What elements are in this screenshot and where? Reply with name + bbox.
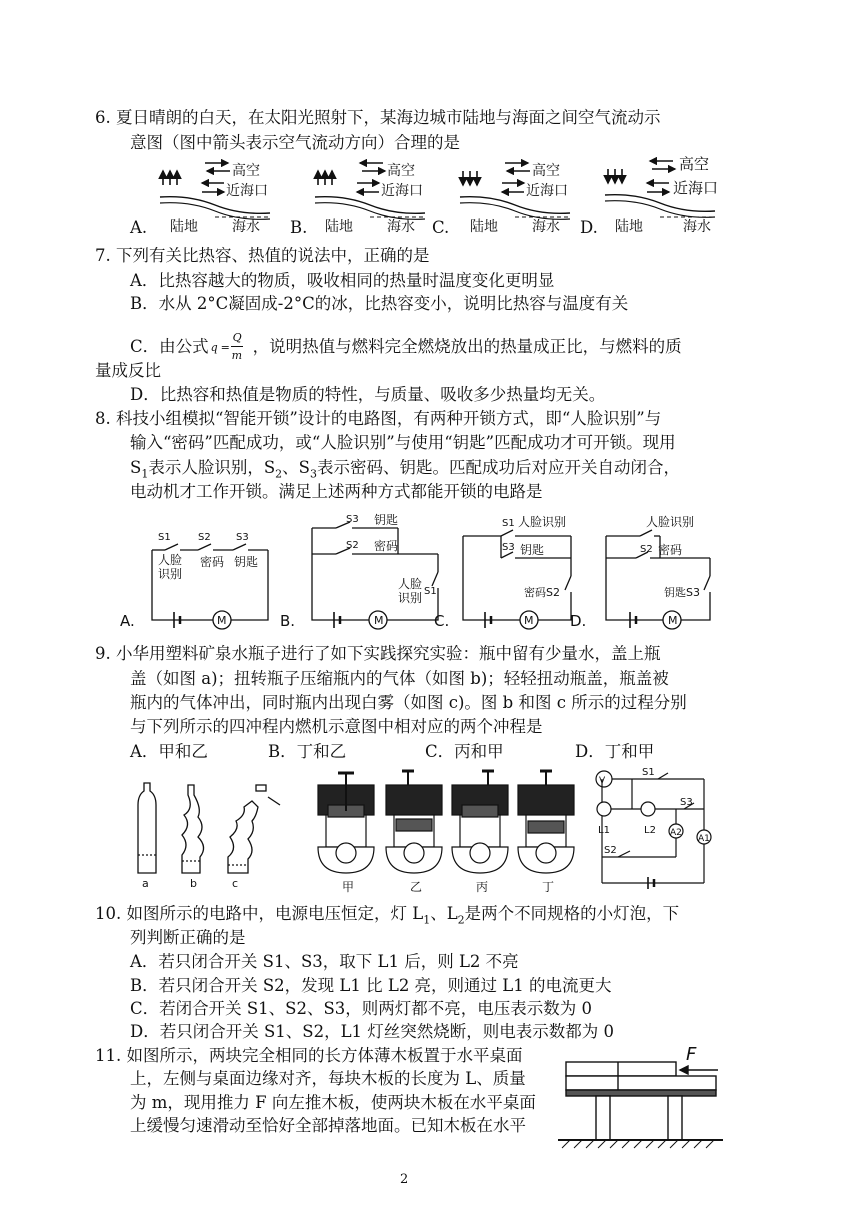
svg-text:乙: 乙 [410, 880, 423, 894]
q6-option-a: A. [130, 218, 148, 237]
svg-text:陆地: 陆地 [615, 219, 643, 235]
q8-circuit-figures [118, 508, 728, 630]
q11-line1: 11. 如图所示，两块完全相同的长方体薄木板置于水平桌面 [95, 1046, 523, 1065]
q9-option-b: B．丁和乙 [268, 742, 347, 761]
q6-figure-a [160, 162, 270, 235]
svg-text:S1: S1 [158, 532, 171, 543]
svg-text:M: M [524, 614, 534, 627]
q9-bottles [138, 783, 280, 873]
q10-line2: 列判断正确的是 [130, 928, 246, 947]
q6-figure-d [605, 155, 718, 235]
svg-text:密码S2: 密码S2 [524, 586, 560, 599]
svg-text:S2: S2 [198, 532, 211, 543]
q11-line2: 上，左侧与桌面边缘对齐，每块木板的长度为 L、质量 [130, 1069, 526, 1088]
svg-text:人脸识别: 人脸识别 [518, 515, 567, 529]
q7-option-c-cont: 量成反比 [95, 361, 161, 380]
svg-text:C.: C. [434, 612, 450, 630]
svg-text:海水: 海水 [683, 219, 711, 235]
q9-option-c: C．丙和甲 [425, 742, 504, 761]
svg-text:D.: D. [570, 612, 587, 630]
svg-text:c: c [232, 877, 239, 890]
q10-option-b: B．若只闭合开关 S2，发现 L1 比 L2 亮，则通过 L1 的电流更大 [130, 976, 612, 995]
q7-formula: q = Q m [210, 330, 243, 362]
svg-text:钥匙: 钥匙 [234, 555, 259, 569]
svg-text:S3: S3 [680, 797, 693, 808]
q7-stem: 7. 下列有关比热容、热值的说法中，正确的是 [95, 246, 430, 265]
q8-line2: 输入“密码”匹配成功，或“人脸识别”与使用“钥匙”匹配成功才可开锁。现用 [130, 433, 676, 452]
q10-option-a: A．若只闭合开关 S1、S3，取下 L1 后，则 L2 不亮 [130, 952, 519, 971]
svg-text:S3: S3 [502, 542, 515, 553]
svg-text:人脸: 人脸 [398, 577, 423, 591]
svg-text:S1: S1 [424, 586, 437, 597]
svg-text:高空: 高空 [387, 163, 415, 179]
q6-figure-c [460, 162, 570, 235]
q9-line2: 盖（如图 a)；扭转瓶子压缩瓶内的气体（如图 b)；轻轻扭动瓶盖，瓶盖被 [130, 669, 669, 688]
q8-line1: 8. 科技小组模拟“智能开锁”设计的电路图，有两种开锁方式，即“人脸识别”与 [95, 409, 662, 428]
q9-figures [128, 765, 728, 895]
q7-option-c: C．由公式 q = Q m ，说明热值与燃料完全燃烧放出的热量成正比，与燃料的质 [130, 330, 682, 362]
svg-text:L2: L2 [644, 825, 656, 836]
q11-figure [558, 1040, 728, 1150]
engine-jia [318, 773, 374, 873]
svg-text:密码: 密码 [658, 543, 683, 557]
svg-text:V: V [599, 776, 606, 786]
svg-text:M: M [374, 614, 384, 627]
svg-text:F: F [686, 1044, 697, 1065]
q10-option-c: C．若闭合开关 S1、S2、S3，则两灯都不亮，电压表示数为 0 [130, 999, 593, 1018]
q6-option-c: C. [432, 218, 450, 237]
svg-text:A2: A2 [670, 828, 682, 838]
svg-text:S2: S2 [346, 540, 359, 551]
svg-text:A.: A. [120, 612, 135, 630]
q11-line3: 为 m，现用推力 F 向左推木板，使两块木板在水平桌面 [130, 1093, 536, 1112]
svg-text:海水: 海水 [232, 219, 260, 235]
svg-text:识别: 识别 [158, 567, 183, 581]
q11-line4: 上缓慢匀速滑动至恰好全部掉落地面。已知木板在水平 [130, 1116, 526, 1135]
svg-text:密码: 密码 [374, 539, 399, 553]
svg-text:S2: S2 [604, 845, 617, 856]
svg-text:识别: 识别 [398, 591, 423, 605]
q9-line1: 9. 小华用塑料矿泉水瓶子进行了如下实践探究实验：瓶中留有少量水，盖上瓶 [95, 644, 661, 663]
q6-figure-b [315, 162, 425, 235]
q7-option-b: B．水从 2°C凝固成-2°C的冰，比热容变小，说明比热容与温度有关 [130, 294, 629, 313]
svg-text:丙: 丙 [476, 880, 489, 894]
svg-text:人脸: 人脸 [158, 553, 183, 567]
svg-text:丁: 丁 [542, 880, 555, 894]
q6-option-d: D. [580, 218, 598, 237]
engine-ding [518, 771, 574, 873]
svg-text:陆地: 陆地 [170, 219, 198, 235]
svg-text:近海口: 近海口 [673, 179, 719, 197]
q10-line1: 10. 如图所示的电路中，电源电压恒定，灯 $L_1$、$L_2$是两个不同规格的小灯泡，下 [95, 904, 680, 927]
svg-text:S1: S1 [502, 518, 515, 529]
svg-text:A1: A1 [698, 834, 710, 844]
engine-bing [452, 771, 508, 873]
q6-option-b: B. [290, 218, 308, 237]
q9-option-d: D．丁和甲 [575, 742, 655, 761]
svg-text:甲: 甲 [342, 880, 355, 894]
q9-line3: 瓶内的气体冲出，同时瓶内出现白雾（如图 c)。图 b 和图 c 所示的过程分别 [130, 693, 687, 712]
svg-text:S2: S2 [640, 544, 653, 555]
svg-text:近海口: 近海口 [526, 183, 568, 199]
svg-text:人脸识别: 人脸识别 [646, 515, 695, 529]
q7-option-d: D．比热容和热值是物质的特性，与质量、吸收多少热量均无关。 [130, 385, 606, 404]
q6-figures [120, 155, 740, 237]
q7-option-a: A．比热容越大的物质，吸收相同的热量时温度变化更明显 [130, 271, 555, 290]
svg-text:M: M [668, 614, 678, 627]
svg-text:近海口: 近海口 [381, 183, 423, 199]
svg-text:L1: L1 [598, 825, 610, 836]
svg-text:近海口: 近海口 [226, 183, 268, 199]
q6-stem-line1: 6. 夏日晴朗的白天，在太阳光照射下，某海边城市陆地与海面之间空气流动示 [95, 108, 661, 127]
svg-text:高空: 高空 [232, 163, 260, 179]
svg-text:海水: 海水 [532, 219, 560, 235]
svg-text:b: b [190, 877, 197, 890]
svg-text:M: M [217, 614, 227, 627]
svg-text:钥匙: 钥匙 [520, 543, 545, 557]
q8-circuit-c [463, 530, 571, 629]
svg-text:S1: S1 [642, 767, 655, 778]
engine-yi [386, 771, 442, 873]
q9-option-a: A．甲和乙 [130, 742, 208, 761]
q10-option-d: D．若只闭合开关 S1、S2，L1 灯丝突然烧断，则电表示数都为 0 [130, 1022, 615, 1041]
svg-text:密码: 密码 [200, 555, 225, 569]
svg-text:钥匙: 钥匙 [374, 513, 399, 527]
svg-text:a: a [142, 877, 149, 890]
q6-stem-line2: 意图（图中箭头表示空气流动方向）合理的是 [130, 133, 460, 152]
page-number: 2 [400, 1172, 409, 1187]
svg-text:S3: S3 [346, 514, 359, 525]
svg-text:S3: S3 [236, 532, 249, 543]
q8-line4: 电动机才工作开锁。满足上述两种方式都能开锁的电路是 [130, 482, 543, 501]
svg-text:陆地: 陆地 [470, 219, 498, 235]
svg-text:陆地: 陆地 [325, 219, 353, 235]
svg-text:海水: 海水 [387, 219, 415, 235]
svg-text:高空: 高空 [532, 163, 560, 179]
q8-line3: $S_1$表示人脸识别，$S_2$、$S_3$表示密码、钥匙。匹配成功后对应开关自动闭合， [130, 458, 680, 481]
svg-text:B.: B. [280, 612, 296, 630]
q9-engines [318, 771, 574, 873]
svg-text:高空: 高空 [679, 155, 710, 173]
q9-line4: 与下列所示的四冲程内燃机示意图中相对应的两个冲程是 [130, 717, 543, 736]
svg-text:钥匙S3: 钥匙S3 [664, 586, 700, 599]
